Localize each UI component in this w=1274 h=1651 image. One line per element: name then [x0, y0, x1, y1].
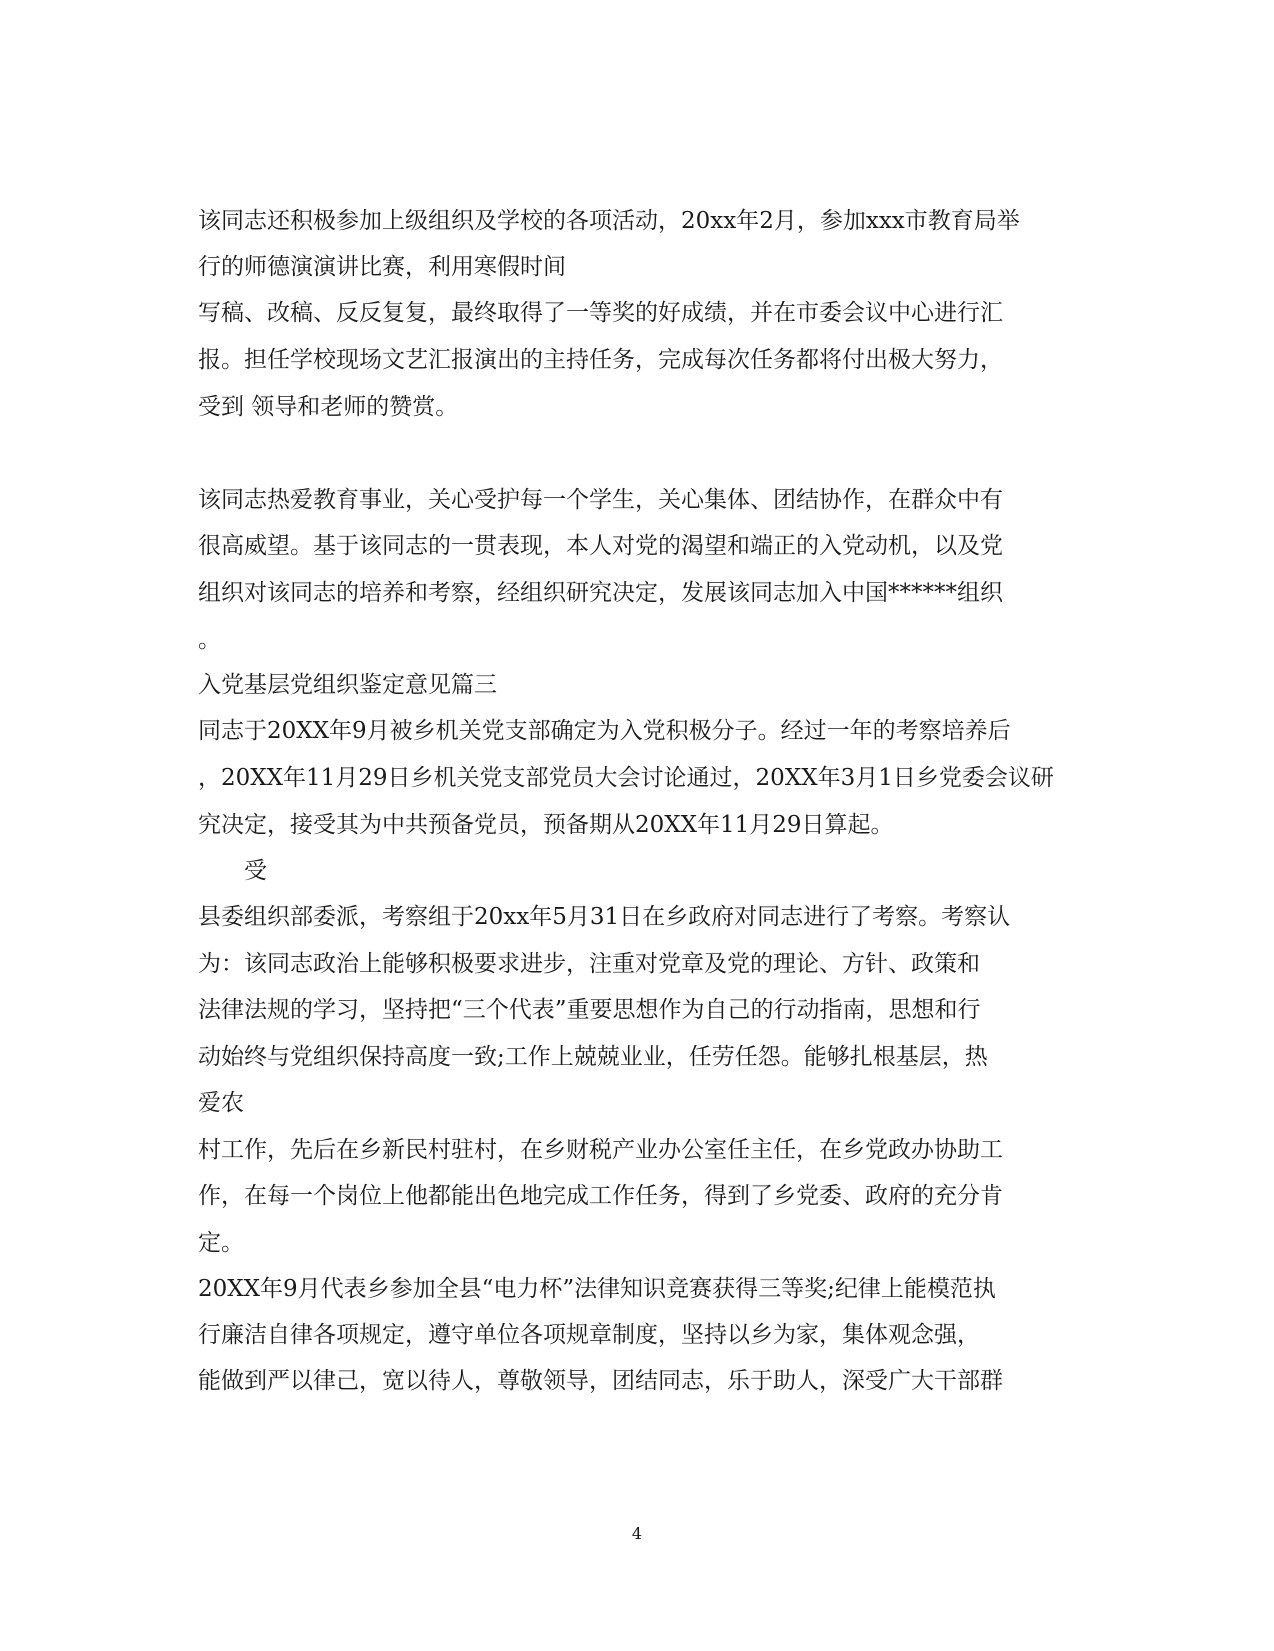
text-line: 定。 — [198, 1230, 244, 1256]
text-line: 村工作，先后在乡新民村驻村，在乡财税产业办公室任主任，在乡党政办协助工 — [198, 1137, 1003, 1163]
text-line: 受到 领导和老师的赞赏。 — [198, 394, 459, 420]
text-line: 组织对该同志的培养和考察，经组织研究决定，发展该同志加入中国******组织 — [198, 580, 1003, 606]
text-line: 行的师德演演讲比赛，利用寒假时间 — [198, 254, 566, 280]
page-number: 4 — [631, 1524, 643, 1543]
text-line: 为：该同志政治上能够积极要求进步，注重对党章及党的理论、方针、政策和 — [198, 951, 980, 977]
text-line: 能做到严以律己，宽以待人，尊敬领导，团结同志，乐于助人，深受广大干部群 — [198, 1368, 1003, 1394]
text-line: 报。担任学校现场文艺汇报演出的主持任务，完成每次任务都将付出极大努力， — [198, 347, 1003, 373]
text-line: 。 — [198, 627, 221, 653]
text-line: 作，在每一个岗位上他都能出色地完成工作任务，得到了乡党委、政府的充分肯 — [198, 1183, 1003, 1209]
text-line: 同志于20XX年9月被乡机关党支部确定为入党积极分子。经过一年的考察培养后 — [198, 718, 1011, 744]
text-line: 行廉洁自律各项规定，遵守单位各项规章制度，坚持以乡为家，集体观念强， — [198, 1322, 980, 1348]
text-line: 写稿、改稿、反反复复，最终取得了一等奖的好成绩，并在市委会议中心进行汇 — [198, 300, 1003, 326]
text-line: 该同志还积极参加上级组织及学校的各项活动，20xx年2月，参加xxx市教育局举 — [198, 208, 1020, 234]
text-line: 法律法规的学习，坚持把“三个代表”重要思想作为自己的行动指南，思想和行 — [198, 997, 981, 1023]
text-line: 动始终与党组织保持高度一致;工作上兢兢业业，任劳任怨。能够扎根基层，热 — [198, 1044, 988, 1070]
text-line: 爱农 — [198, 1090, 244, 1116]
text-line: 很高威望。基于该同志的一贯表现，本人对党的渴望和端正的入党动机，以及党 — [198, 533, 1003, 559]
text-line: 究决定，接受其为中共预备党员，预备期从20XX年11月29日算起。 — [198, 812, 894, 838]
section-heading: 入党基层党组织鉴定意见篇三 — [198, 672, 497, 698]
text-line: 该同志热爱教育事业，关心受护每一个学生，关心集体、团结协作，在群众中有 — [198, 487, 1003, 513]
text-line: 受 — [244, 858, 267, 884]
text-line: 20XX年9月代表乡参加全县“电力杯”法律知识竞赛获得三等奖;纪律上能模范执 — [198, 1276, 996, 1302]
text-line: 县委组织部委派，考察组于20xx年5月31日在乡政府对同志进行了考察。考察认 — [198, 904, 1011, 930]
text-line: ，20XX年11月29日乡机关党支部党员大会讨论通过，20XX年3月1日乡党委会议研 — [198, 765, 1054, 791]
